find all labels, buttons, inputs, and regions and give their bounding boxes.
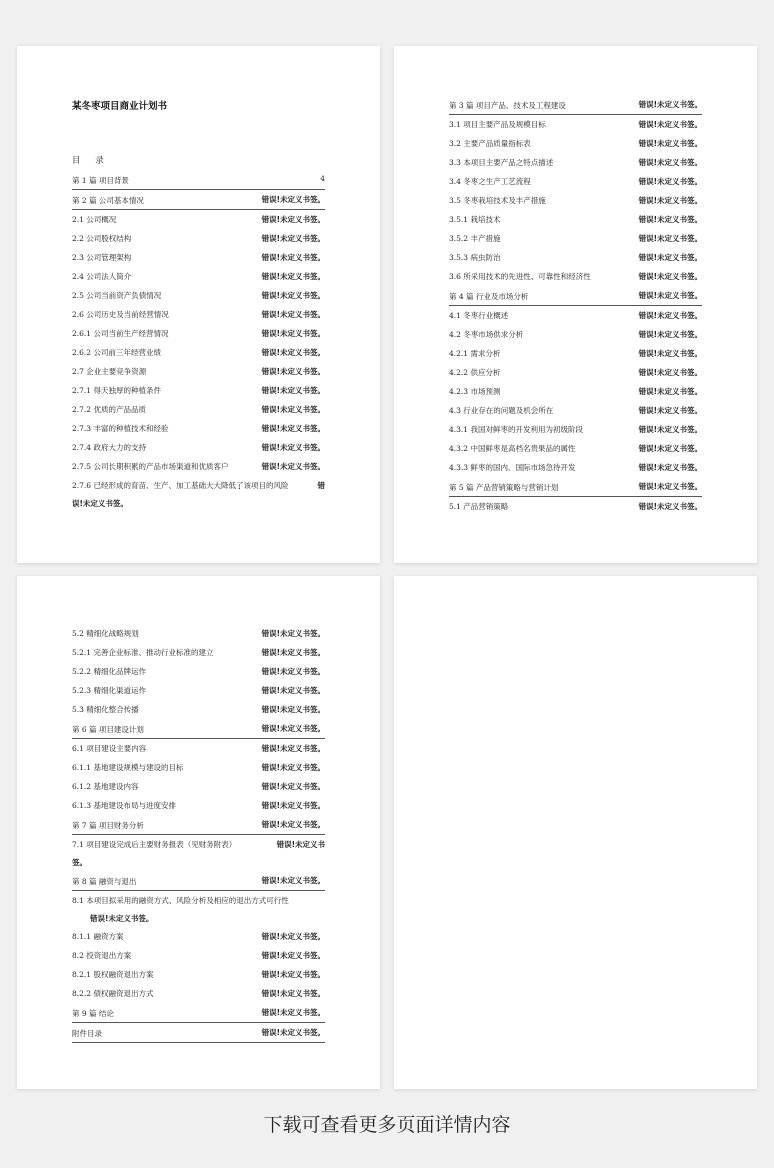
toc-entry-page: 错误!未定义书签。 [261,291,325,300]
toc-entry-title: 2.7 企业主要竞争资源 [72,367,147,376]
toc-entry-title: 第 8 篇 融资与退出 [72,877,137,886]
toc-entry-title: 8.2 投资退出方案 [72,951,132,960]
toc-entry-page: 错误!未定义书签。 [261,234,325,243]
toc-entry-page: 错 [317,481,325,490]
toc-entry-page: 错误!未定义书签。 [90,914,154,923]
toc-section-row[interactable] [449,477,702,497]
toc-entry-row[interactable] [72,796,325,815]
toc-entry-title: 第 6 篇 项目建设计划 [72,725,144,734]
toc-entry-row[interactable] [449,344,702,363]
toc-entry-title: 3.5 冬枣栽培技术及丰产措施 [449,196,546,205]
toc-entry-page: 错误!未定义书签。 [261,386,325,395]
toc-entry-page: 错误!未定义书签。 [638,444,702,453]
toc-entry-row[interactable] [72,267,325,286]
toc-entry-title: 4.2.2 供应分析 [449,368,501,377]
toc-section-row[interactable] [72,871,325,891]
toc-section-row[interactable] [72,1003,325,1023]
toc-entry-row[interactable] [449,401,702,420]
toc-entry-page: 错误!未定义书签。 [261,310,325,319]
toc-entry-page: 错误!未定义书签。 [638,272,702,281]
toc-entry-page: 错误!未定义书签。 [261,876,325,885]
toc-entry-row[interactable] [449,134,702,153]
document-page-1 [17,46,380,563]
toc-entry-title: 第 7 篇 项目财务分析 [72,821,144,830]
toc-entry-page: 错误!未定义书签。 [261,989,325,998]
toc-entry-page: 错误!未定义书签。 [638,502,702,511]
toc-entry-title: 4.3.3 鲜枣的国内、国际市场急待开发 [449,463,576,472]
toc-entry-title: 4.2 冬枣市场供求分析 [449,330,524,339]
toc-section-row[interactable] [449,286,702,306]
toc-entry-title: 4.2.1 需求分析 [449,349,501,358]
toc-entry-title: 2.7.5 公司长期积累的产品市场渠道和优质客户 [72,462,229,471]
toc-entry-title: 2.7.1 得天独厚的种植条件 [72,386,161,395]
toc-entry-page: 错误!未定义书签。 [638,291,702,300]
toc-entry-title: 4.3.1 我国对鲜枣的开发利用为初级阶段 [449,425,583,434]
toc-section-row[interactable] [72,815,325,835]
toc-entry-title: 2.6.2 公司前三年经营业绩 [72,348,161,357]
toc-entry-page: 错误!未定义书签。 [638,177,702,186]
toc-entry-row[interactable] [449,382,702,401]
toc-entry-page: 错误!未定义书签。 [638,196,702,205]
toc-entry-title: 8.1 本项目拟采用的融资方式、风险分析及相应的退出方式可行性 [72,896,289,905]
toc-entry-page: 错误!未定义书签。 [261,462,325,471]
toc-entry-page: 错误!未定义书签。 [638,463,702,472]
toc-entry-page: 错误!未定义书签。 [261,367,325,376]
toc-entry-row[interactable] [72,681,325,700]
toc-entry-title: 2.7.4 政府大力的支持 [72,443,146,452]
toc-entry-row[interactable] [72,946,325,965]
toc-entry-page: 错误!未定义书签。 [638,100,702,109]
toc-entry-row[interactable] [72,305,325,324]
toc-entry-title: 3.2 主要产品质量指标表 [449,139,531,148]
toc-entry-title: 3.1 项目主要产品及规模目标 [449,120,546,129]
toc-entry-title: 2.2 公司股权结构 [72,234,132,243]
toc-entry-page: 错误!未定义书签。 [261,253,325,262]
toc-entry-row[interactable] [72,777,325,796]
toc-entry-page: 错误!未定义书签。 [261,932,325,941]
toc-entry-row[interactable] [72,248,325,267]
toc-entry-page: 错误!未定义书签。 [638,425,702,434]
toc-entry-row[interactable] [449,115,702,134]
toc-entry-row[interactable] [449,153,702,172]
toc-entry-page: 4 [320,174,325,183]
toc-entry-page: 错误!未定义书签。 [261,782,325,791]
toc-entry-title: 5.2.2 精细化品牌运作 [72,667,146,676]
toc-entry-title: 4.2.3 市场预测 [449,387,501,396]
toc-entry-row[interactable] [449,497,702,516]
toc-entry-row[interactable] [72,984,325,1003]
toc-entry-row[interactable] [72,739,325,758]
toc-entry-page: 错误!未定义书签。 [638,482,702,491]
toc-entry-title: 第 9 篇 结论 [72,1009,114,1018]
toc-entry-page: 错误!未定义书签。 [261,820,325,829]
toc-entry-title: 第 1 篇 项目背景 [72,176,129,185]
toc-entry-title: 附件目录 [72,1029,102,1038]
toc-entry-row[interactable] [72,286,325,305]
toc-entry-title: 5.2.3 精细化渠道运作 [72,686,146,695]
toc-entry-page: 错误!未定义书 [276,840,325,849]
toc-entry-page: 错误!未定义书签。 [638,330,702,339]
toc-entry-page: 错误!未定义书签。 [638,139,702,148]
toc-list [72,624,325,1043]
toc-entry-row[interactable] [72,835,325,871]
toc-list [72,170,325,512]
toc-entry-row[interactable] [72,457,325,476]
toc-entry-title: 第 5 篇 产品营销策略与营销计划 [449,483,559,492]
toc-entry-page: 错误!未定义书签。 [638,387,702,396]
toc-entry-page: 误!未定义书签。 [72,499,128,508]
toc-entry-title: 5.3 精细化整合传播 [72,705,139,714]
toc-entry-row[interactable] [72,229,325,248]
toc-entry-page: 错误!未定义书签。 [638,406,702,415]
toc-entry-page: 错误!未定义书签。 [261,801,325,810]
toc-entry-row[interactable] [449,267,702,286]
toc-entry-title: 3.3 本项目主要产品之特点描述 [449,158,554,167]
toc-entry-page: 错误!未定义书签。 [638,311,702,320]
toc-entry-row[interactable] [449,172,702,191]
toc-section-row[interactable] [72,170,325,190]
toc-entry-title: 6.1 项目建设主要内容 [72,744,147,753]
toc-entry-page: 错误!未定义书签。 [261,272,325,281]
toc-entry-page: 错误!未定义书签。 [261,648,325,657]
toc-entry-row[interactable] [449,420,702,439]
toc-entry-title: 7.1 项目建设完成后主要财务报表（见财务附表） [72,840,237,849]
toc-entry-row[interactable] [449,325,702,344]
toc-heading: 目 录 [72,156,110,166]
toc-entry-title: 2.5 公司当前资产负债情况 [72,291,162,300]
toc-entry-title: 2.3 公司管理架构 [72,253,132,262]
toc-entry-title: 6.1.2 基地建设内容 [72,782,139,791]
toc-entry-page: 错误!未定义书签。 [261,667,325,676]
toc-entry-title: 2.7.6 已经形成的育苗、生产、加工基础大大降低了该项目的风险 [72,481,289,490]
document-page-2 [394,46,757,563]
toc-entry-page: 错误!未定义书签。 [638,215,702,224]
toc-entry-row[interactable] [72,419,325,438]
toc-entry-page: 错误!未定义书签。 [261,951,325,960]
toc-entry-page: 错误!未定义书签。 [638,253,702,262]
toc-entry-page: 错误!未定义书签。 [261,970,325,979]
toc-entry-page: 错误!未定义书签。 [638,158,702,167]
toc-entry-page: 错误!未定义书签。 [261,744,325,753]
toc-entry-title: 3.5.3 病虫防治 [449,253,501,262]
toc-entry-page: 错误!未定义书签。 [261,424,325,433]
toc-entry-page: 错误!未定义书签。 [638,234,702,243]
toc-entry-title: 第 2 篇 公司基本情况 [72,196,144,205]
toc-entry-title: 4.3 行业存在的问题及机会所在 [449,406,554,415]
toc-entry-row[interactable] [449,191,702,210]
toc-section-row[interactable] [72,190,325,210]
toc-entry-title: 5.1 产品营销策略 [449,502,509,511]
toc-entry-page: 错误!未定义书签。 [638,349,702,358]
toc-entry-title: 4.3.2 中国鲜枣是高档名贵果品的属性 [449,444,576,453]
toc-entry-page: 错误!未定义书签。 [638,120,702,129]
toc-entry-title: 3.5.2 丰产措施 [449,234,501,243]
document-page-3 [17,576,380,1089]
document-title: 某冬枣项目商业计划书 [72,101,168,112]
document-page-4-blank [394,576,757,1089]
toc-entry-page: 错误!未定义书签。 [261,763,325,772]
toc-entry-row[interactable] [72,891,325,927]
toc-entry-row[interactable] [72,662,325,681]
toc-entry-title: 第 4 篇 行业及市场分析 [449,292,529,301]
toc-entry-title: 3.5.1 栽培技术 [449,215,501,224]
toc-entry-row[interactable] [72,927,325,946]
toc-entry-page: 错误!未定义书签。 [261,686,325,695]
toc-entry-title: 2.6 公司历史及当前经营情况 [72,310,169,319]
toc-entry-title: 5.2.1 完善企业标准、推动行业标准的建立 [72,648,214,657]
toc-list [449,95,702,516]
toc-entry-row[interactable] [72,700,325,719]
toc-entry-row[interactable] [72,343,325,362]
toc-entry-row[interactable] [72,324,325,343]
toc-entry-page: 错误!未定义书签。 [261,215,325,224]
toc-entry-row[interactable] [72,210,325,229]
toc-entry-title: 2.6.1 公司当前生产经营情况 [72,329,169,338]
toc-entry-row[interactable] [449,210,702,229]
toc-entry-page: 签。 [72,858,87,867]
toc-entry-row[interactable] [72,400,325,419]
toc-entry-row[interactable] [449,439,702,458]
toc-entry-row[interactable] [72,362,325,381]
toc-entry-row[interactable] [449,229,702,248]
toc-section-row[interactable] [72,1023,325,1043]
toc-entry-page: 错误!未定义书签。 [261,405,325,414]
toc-entry-page: 错误!未定义书签。 [261,195,325,204]
toc-entry-title: 2.4 公司法人简介 [72,272,132,281]
toc-entry-row[interactable] [449,248,702,267]
toc-entry-title: 6.1.3 基地建设布局与进度安排 [72,801,176,810]
toc-entry-title: 2.7.3 丰富的种植技术和经验 [72,424,169,433]
toc-entry-page: 错误!未定义书签。 [261,1028,325,1037]
toc-entry-title: 8.1.1 融资方案 [72,932,124,941]
toc-entry-title: 4.1 冬枣行业概述 [449,311,509,320]
toc-entry-page: 错误!未定义书签。 [261,705,325,714]
toc-entry-title: 8.2.2 债权融资退出方式 [72,989,154,998]
toc-entry-page: 错误!未定义书签。 [261,348,325,357]
toc-entry-row[interactable] [72,476,325,512]
toc-entry-title: 2.7.2 优质的产品品质 [72,405,146,414]
toc-entry-title: 第 3 篇 项目产品、技术及工程建设 [449,101,566,110]
toc-entry-row[interactable] [72,438,325,457]
toc-entry-page: 错误!未定义书签。 [261,724,325,733]
toc-entry-row[interactable] [72,643,325,662]
toc-entry-row[interactable] [449,458,702,477]
toc-entry-page: 错误!未定义书签。 [261,629,325,638]
toc-entry-title: 2.1 公司概况 [72,215,117,224]
toc-entry-title: 5.2 精细化战略规划 [72,629,139,638]
toc-entry-page: 错误!未定义书签。 [261,329,325,338]
download-caption: 下载可查看更多页面详情内容 [263,1114,511,1136]
toc-entry-page: 错误!未定义书签。 [261,443,325,452]
toc-entry-title: 3.6 所采用技术的先进性、可靠性和经济性 [449,272,591,281]
toc-entry-row[interactable] [72,965,325,984]
toc-section-row[interactable] [449,95,702,115]
toc-entry-title: 6.1.1 基地建设规模与建设的目标 [72,763,184,772]
toc-entry-page: 错误!未定义书签。 [261,1008,325,1017]
toc-entry-row[interactable] [72,381,325,400]
toc-entry-row[interactable] [72,758,325,777]
toc-entry-title: 8.2.1 股权融资退出方案 [72,970,154,979]
toc-entry-row[interactable] [449,363,702,382]
toc-entry-page: 错误!未定义书签。 [638,368,702,377]
toc-entry-title: 3.4 冬枣之生产工艺流程 [449,177,531,186]
toc-entry-row[interactable] [72,624,325,643]
toc-section-row[interactable] [72,719,325,739]
toc-entry-row[interactable] [449,306,702,325]
